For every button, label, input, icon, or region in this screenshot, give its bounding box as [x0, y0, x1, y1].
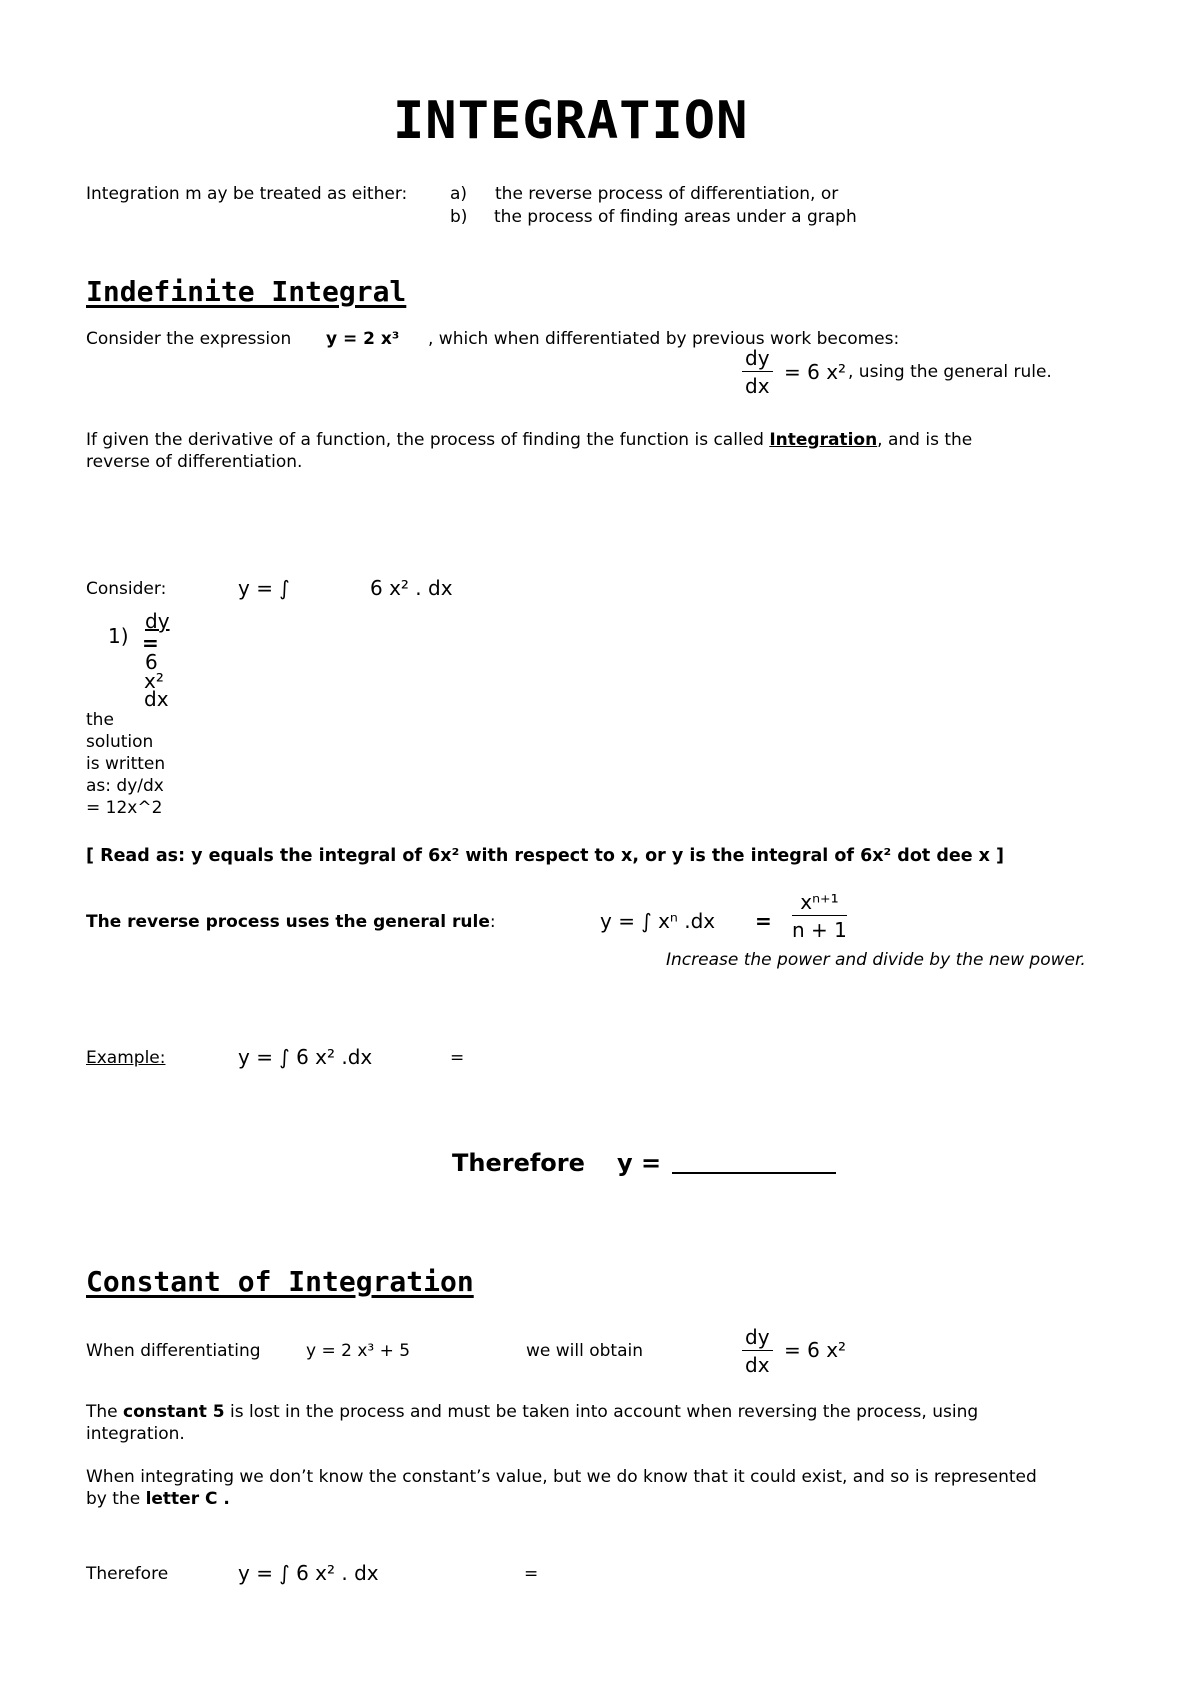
section-heading-constant: Constant of Integration: [86, 1265, 474, 1298]
example-expression: y = ∫ 6 x² .dx: [238, 1045, 373, 1069]
item-equals: =: [142, 631, 159, 655]
intro-a-marker: a): [450, 184, 468, 204]
general-rule-fraction: [792, 892, 847, 940]
read-as-note: [ Read as: y equals the integral of 6x² with respect to x, or y is the integral of 6x² dot dee x ]: [86, 846, 1005, 866]
item-marker: 1): [108, 624, 129, 648]
integral-lhs: y = ∫: [238, 576, 290, 600]
general-rule-lhs: y = ∫ xⁿ .dx: [600, 909, 716, 933]
reverse-rule-label: [86, 913, 496, 933]
fraction-denominator: dx: [745, 374, 770, 398]
consider-text: Consider the expression: [86, 329, 292, 349]
derivative-tail: , using the general rule.: [848, 362, 1052, 382]
derivative-fraction: [742, 348, 773, 396]
therefore-expression: y =: [617, 1149, 662, 1177]
constant-p1-a: The: [86, 1402, 124, 1422]
letter-c-term: letter C .: [145, 1489, 230, 1509]
example-equals: =: [450, 1048, 465, 1068]
para-text-b: , and is the: [877, 430, 973, 450]
will-obtain: we will obtain: [526, 1341, 644, 1361]
general-rule-equals: =: [755, 909, 772, 933]
when-differentiating: When differentiating: [86, 1341, 261, 1361]
therefore-label: Therefore: [452, 1149, 585, 1177]
constant-paragraph-line1: [86, 1403, 978, 1423]
integration-term: Integration: [769, 430, 878, 450]
constant-therefore-equals: =: [524, 1564, 539, 1584]
reverse-rule-colon: :: [489, 912, 496, 932]
solution-line-3: is written: [86, 754, 166, 774]
answer-blank-line: [672, 1172, 836, 1174]
consider-label: Consider:: [86, 579, 167, 599]
integration-paragraph-line1: [86, 431, 972, 451]
fraction-numerator: dy: [742, 348, 773, 372]
constant-therefore-label: Therefore: [86, 1564, 169, 1584]
constant-fraction-denominator: dx: [745, 1353, 770, 1377]
reverse-rule-text: The reverse process uses the general rule: [86, 912, 490, 932]
solution-line-5: = 12x^2: [86, 798, 163, 818]
general-rule-numerator: xⁿ⁺¹: [792, 892, 847, 916]
solution-line-1: the: [86, 710, 114, 730]
consider-tail: , which when differentiated by previous work becomes:: [428, 329, 900, 349]
constant-expression: y = 2 x³ + 5: [306, 1341, 411, 1361]
constant-therefore-expression: y = ∫ 6 x² . dx: [238, 1561, 379, 1585]
integrating-paragraph-line1: When integrating we don’t know the constant’s value, but we do know that it could exist, and so is represented: [86, 1467, 1037, 1487]
intro-b-marker: b): [450, 207, 468, 227]
para-text-a: If given the derivative of a function, the process of finding the function is called: [86, 430, 770, 450]
intro-b-text: the process of finding areas under a graph: [494, 207, 857, 227]
constant-5-term: constant 5: [123, 1402, 225, 1422]
intro-lead: Integration m ay be treated as either:: [86, 184, 408, 204]
constant-derivative-fraction: [742, 1327, 773, 1375]
integration-paragraph-line2: reverse of differentiation.: [86, 452, 303, 472]
solution-line-2: solution: [86, 732, 154, 752]
item-dy: dy: [145, 609, 170, 633]
integrating-p2-a: by the: [86, 1489, 146, 1509]
page-title: INTEGRATION: [393, 91, 749, 151]
constant-p1-b: is lost in the process and must be taken into account when reversing the process, using: [224, 1402, 979, 1422]
general-rule-denominator: n + 1: [792, 918, 847, 942]
constant-derivative-rhs: = 6 x²: [784, 1338, 847, 1362]
intro-a-text: the reverse process of differentiation, or: [495, 184, 839, 204]
section-heading-indefinite: Indefinite Integral: [86, 275, 407, 308]
example-label: Example:: [86, 1048, 166, 1068]
solution-line-4: as: dy/dx: [86, 776, 164, 796]
general-rule-note: Increase the power and divide by the new power.: [666, 950, 1086, 970]
integrating-paragraph-line2: [86, 1490, 230, 1510]
derivative-rhs: = 6 x²: [784, 360, 847, 384]
constant-paragraph-line2: integration.: [86, 1424, 185, 1444]
constant-fraction-numerator: dy: [742, 1327, 773, 1351]
item-x2: x²: [144, 669, 164, 693]
integral-rhs: 6 x² . dx: [370, 576, 453, 600]
expression-y-2x3: y = 2 x³: [326, 329, 400, 349]
item-six: 6: [145, 650, 158, 674]
item-dx: dx: [144, 687, 169, 711]
